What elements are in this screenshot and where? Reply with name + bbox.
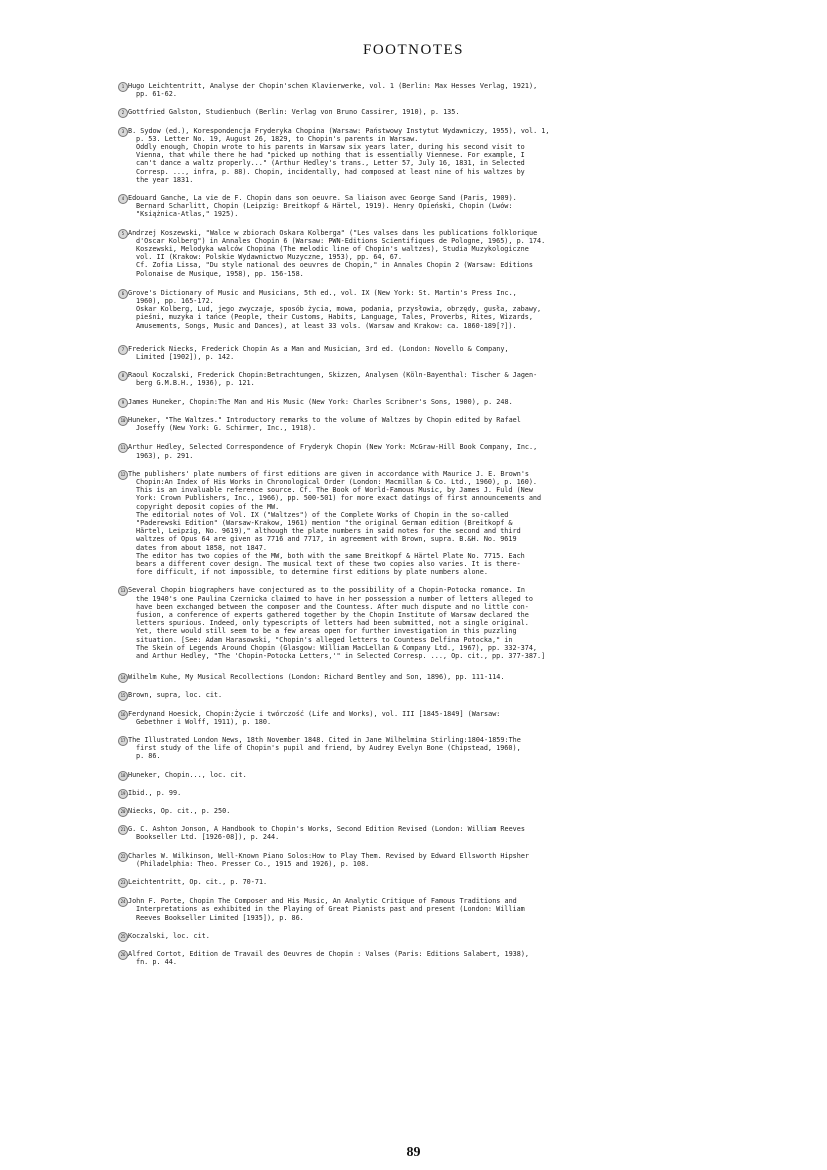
footnote-line: Amusements, Songs, Music and Dances), at least 33 vols. (Warsaw and Krakow: ca. 1860-189[?]). (136, 321, 517, 330)
footnote (118, 416, 718, 432)
footnote-number: 20 (118, 807, 128, 817)
footnote-line: waltzes of Opus 64 are given as 7716 and 7717, in agreement with Brown, supra. B.&H. No. 9619 (136, 535, 517, 544)
footnote-line: The editorial notes of Vol. IX ("Waltzes") of the Complete Works of Chopin in the so-called (136, 510, 509, 519)
footnote-line: Limited [1902]), p. 142. (136, 353, 235, 362)
footnote-number: 4 (118, 194, 128, 204)
footnote-line: Bookseller Ltd. [1926-08]), p. 244. (136, 833, 280, 842)
footnote-line: Reeves Bookseller Limited [1935]), p. 86. (136, 913, 304, 922)
footnote-line: Brown, supra, loc. cit. (128, 691, 223, 700)
footnote-line: Härtel, Leipzig, No. 9619)," although the plate numbers in said notes for the second and third (136, 527, 521, 536)
footnote-line: This is an invaluable reference source. Cf. The Book of World-Famous Music, by James J. Fuld (New (136, 486, 533, 495)
footnote-line: d'Oscar Kolberg") in Annales Chopin 6 (Warsaw: PWN-Editions Scientifiques de Pologne, 1965), p. 174. (136, 236, 546, 245)
footnote (118, 398, 718, 406)
footnote-line: Joseffy (New York: G. Schirmer, Inc., 1918). (136, 424, 317, 433)
footnote-line: p. 86. (136, 752, 161, 761)
footnote (118, 932, 718, 940)
footnote-number: 1 (118, 82, 128, 92)
footnote-line: berg G.M.B.H., 1936), p. 121. (136, 379, 255, 388)
footnote (118, 852, 718, 868)
footnote (118, 771, 718, 779)
footnote-line: Alfred Cortot, Edition de Travail des Oeuvres de Chopin : Valses (Paris: Editions Salabert, 1938), (128, 950, 530, 959)
footnote-number: 2 (118, 108, 128, 118)
footnote-number: 23 (118, 878, 128, 888)
footnote (118, 691, 718, 699)
footnote-line: pp. 61-62. (136, 90, 177, 99)
footnote (118, 825, 718, 841)
footnote-line: Gottfried Galston, Studienbuch (Berlin: Verlag von Bruno Cassirer, 1910), p. 135. (128, 108, 460, 117)
footnote-number: 25 (118, 932, 128, 942)
footnote-line: The editor has two copies of the MW, both with the same Breitkopf & Härtel Plate No. 7715. Each (136, 551, 525, 560)
footnote-line: dates from about 1858, not 1847. (136, 543, 267, 552)
footnote (118, 789, 718, 797)
footnote-line: Chopin:An Index of His Works in Chronological Order (London: Macmillan & Co. Ltd., 1960), p. 160). (136, 477, 538, 486)
footnote (118, 371, 718, 387)
footnote-line: Interpretations as exhibited in the Playing of Great Pianists past and present (London: William (136, 905, 525, 914)
footnote-line: Andrzej Koszewski, "Walce w zbiorach Oskara Kolberga" ("Les valses dans les publications folklorique (128, 228, 538, 237)
footnote-line: fore difficult, if not impossible, to determine first editions by plate numbers alone. (136, 568, 488, 577)
footnote (118, 194, 718, 219)
footnote (118, 289, 718, 330)
footnote-line: B. Sydow (ed.), Korespondencja Fryderyka Chopina (Warsaw: Państwowy Instytut Wydawniczy, 1955), vol. 1, (128, 126, 550, 135)
footnote-line: (Philadelphia: Theo. Presser Co., 1915 and 1926), p. 108. (136, 859, 370, 868)
footnote (118, 950, 718, 966)
footnote-line: have been exchanged between the composer and the Countess. After much dispute and no little con- (136, 602, 529, 611)
footnote-line: Grove's Dictionary of Music and Musicians, 5th ed., vol. IX (New York: St. Martin's Press Inc., (128, 288, 517, 297)
footnote (118, 673, 718, 681)
footnote-line: "Książnica-Atlas," 1925). (136, 210, 239, 219)
footnote-number: 22 (118, 852, 128, 862)
footnote-number: 17 (118, 736, 128, 746)
footnote-line: Hugo Leichtentritt, Analyse der Chopin'schen Klavierwerke, vol. 1 (Berlin: Max Hesses Verlag, 1921), (128, 82, 538, 90)
footnote-line: Corresp. ..., infra, p. 88). Chopin, incidentally, had composed at least nine of his waltzes by (136, 167, 525, 176)
footnote-number: 9 (118, 398, 128, 408)
footnote-line: James Huneker, Chopin:The Man and His Music (New York: Charles Scribner's Sons, 1900), p. 248. (128, 397, 513, 406)
footnote-line: The Skein of Legends Around Chopin (Glasgow: William MacLellan & Company Ltd., 1967), pp. 332-374, (136, 643, 538, 652)
footnote (118, 736, 718, 761)
footnote-number: 7 (118, 345, 128, 355)
footnote (118, 878, 718, 886)
footnote-line: "Paderewski Edition" (Warsaw-Krakow, 1961) mention "the original German edition (Breitkopf & (136, 518, 513, 527)
footnote-line: Gebethner i Wolff, 1911), p. 180. (136, 717, 272, 726)
footnote-line: Arthur Hedley, Selected Correspondence of Fryderyk Chopin (New York: McGraw-Hill Book Company, Inc., (128, 443, 538, 452)
footnote-number: 6 (118, 289, 128, 299)
footnote-line: Wilhelm Kuhe, My Musical Recollections (London: Richard Bentley and Son, 1896), pp. 111-114. (128, 673, 505, 682)
footnote-line: Yet, there would still seem to be a few areas open for further investigation in this puzzling (136, 627, 517, 636)
footnote (118, 586, 718, 660)
footnote-line: bears a different cover design. The musical text of these two copies also varies. It is there- (136, 559, 521, 568)
footnote-line: The publishers' plate numbers of first editions are given in accordance with Maurice J. E. Brown's (128, 469, 530, 478)
footnote-line: Oddly enough, Chopin wrote to his parents in Warsaw six years later, during his second visit to (136, 143, 525, 152)
footnote-line: Cf. Zofia Lissa, "Du style national des oeuvres de Chopin," in Annales Chopin 2 (Warsaw: Editions (136, 261, 533, 270)
footnote (118, 710, 718, 726)
footnote-number: 12 (118, 470, 128, 480)
footnote-line: G. C. Ashton Jonson, A Handbook to Chopin's Works, Second Edition Revised (London: William Reeves (128, 825, 525, 834)
footnote-line: fusion, a conference of experts gathered together by the Chopin Institute of Warsaw declared the (136, 610, 529, 619)
footnote-line: York: Crown Publishers, Inc., 1966), pp. 500-501) for more exact datings of first announcements and (136, 494, 542, 503)
footnote (118, 807, 718, 815)
footnote-line: Vienna, that while there he had "picked up nothing that is essentially Viennese. For example, I (136, 151, 525, 160)
footnote-number: 14 (118, 673, 128, 683)
footnote-line: Charles W. Wilkinson, Well-Known Piano Solos:How to Play Them. Revised by Edward Ellsworth Hipsher (128, 851, 530, 860)
footnote-line: John F. Porte, Chopin The Composer and His Music, An Analytic Critique of Famous Traditions and (128, 897, 517, 906)
footnote (118, 229, 718, 278)
footnote-number: 10 (118, 416, 128, 426)
footnote (118, 108, 718, 116)
footnote-line: Ferdynand Hoesick, Chopin:Życie i twórczość (Life and Works), vol. III [1845-1849] (Warsaw: (128, 709, 501, 718)
page-number: 89 (406, 1145, 421, 1160)
footnote-line: p. 53. Letter No. 19, August 26, 1829, to Chopin's parents in Warsaw. (136, 134, 419, 143)
footnote-number: 21 (118, 825, 128, 835)
page-header: FOOTNOTES (362, 42, 464, 58)
footnote-number: 8 (118, 371, 128, 381)
footnote-line: Huneker, Chopin..., loc. cit. (128, 770, 247, 779)
footnote-line: Several Chopin biographers have conjectured as to the possibility of a Chopin-Potocka romance. In (128, 586, 525, 595)
footnote-line: The Illustrated London News, 18th November 1848. Cited in Jane Wilhelmina Stirling:1804-1859:The (128, 735, 521, 744)
footnote (118, 345, 718, 361)
footnote-number: 26 (118, 950, 128, 960)
footnote-line: pieśni, muzyka i tańce (People, their Customs, Habits, Language, Tales, Proverbs, Rites, Wizards, (136, 313, 533, 322)
footnote-number: 15 (118, 691, 128, 701)
footnote-number: 24 (118, 897, 128, 907)
footnote (118, 82, 718, 98)
footnote-line: and Arthur Hedley, "The 'Chopin-Potocka Letters,'" in Selected Corresp. ..., Op. cit., pp. 377-387.] (136, 651, 546, 660)
footnote-number: 11 (118, 443, 128, 453)
footnote-line: Ibid., p. 99. (128, 788, 182, 797)
footnote-number: 13 (118, 586, 128, 596)
footnote-number: 18 (118, 771, 128, 781)
footnote-number: 3 (118, 127, 128, 137)
footnote-line: Frederick Niecks, Frederick Chopin As a Man and Musician, 3rd ed. (London: Novello & Company, (128, 344, 509, 353)
footnote-line: Koszewski, Melodyka walców Chopina (The melodic line of Chopin's waltzes), Studia Muzykologiczne (136, 245, 529, 254)
footnote-line: Polonaise de Musique, 1958), pp. 156-158. (136, 269, 304, 278)
footnote (118, 443, 718, 459)
footnote-line: 1963), p. 291. (136, 451, 194, 460)
footnote-line: can't dance a waltz properly..." (Arthur Hedley's trans., Letter 57, July 16, 1831, in Selected (136, 159, 525, 168)
footnote-line: copyright deposit copies of the MW. (136, 502, 280, 511)
footnote-line: situation. [See: Adam Harasowski, "Chopin's alleged letters to Countess Delfina Potocka," in (136, 635, 513, 644)
footnote (118, 470, 718, 577)
footnote-line: fn. p. 44. (136, 958, 177, 967)
footnote-line: vol. II (Krakow: Polskie Wydawnictwo Muzyczne, 1953), pp. 64, 67. (136, 253, 402, 262)
footnote-line: Edouard Ganche, La vie de F. Chopin dans son oeuvre. Sa liaison avec George Sand (Paris, 1909). (128, 194, 517, 203)
footnote-line: Oskar Kolberg, Lud, jego zwyczaje, sposób życia, mowa, podania, przysłowia, obrzędy, gusła, zabawy, (136, 305, 542, 314)
footnote (118, 897, 718, 922)
footnote-line: Niecks, Op. cit., p. 250. (128, 807, 231, 815)
footnote-line: Raoul Koczalski, Frederick Chopin:Betrachtungen, Skizzen, Analysen (Köln-Bayenthal: Tischer & Jagen- (128, 371, 538, 380)
footnote (118, 127, 718, 184)
footnote-line: Bernard Scharlitt, Chopin (Leipzig: Breitkopf & Härtel, 1919). Henry Opieński, Chopin (Lwów: (136, 202, 513, 211)
footnote-line: Huneker, "The Waltzes." Introductory remarks to the volume of Waltzes by Chopin edited by Rafael (128, 415, 521, 424)
footnote-line: Leichtentritt, Op. cit., p. 70-71. (128, 878, 268, 887)
footnote-line: Koczalski, loc. cit. (128, 931, 210, 940)
footnote-line: the 1940's one Paulina Czernicka claimed to have in her possession a number of letters alleged to (136, 594, 533, 603)
footnote-list (118, 82, 718, 977)
footnote-line: letters spurious. Indeed, only typescripts of letters had been submitted, not a single original. (136, 619, 529, 628)
footnote-number: 19 (118, 789, 128, 799)
footnote-number: 5 (118, 229, 128, 239)
footnote-number: 16 (118, 710, 128, 720)
footnote-line: first study of the life of Chopin's pupil and friend, by Audrey Evelyn Bone (Chipstead, 1960), (136, 744, 521, 753)
footnote-line: the year 1831. (136, 175, 194, 184)
footnote-line: 1960), pp. 165-172. (136, 297, 214, 306)
